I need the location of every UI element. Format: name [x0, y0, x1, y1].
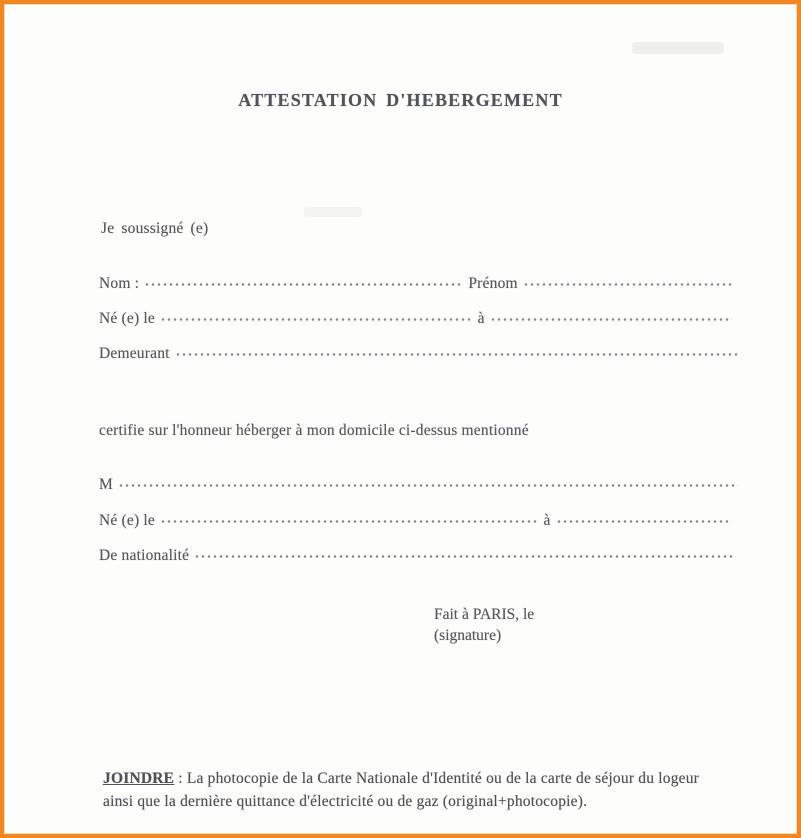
ne-le-label: Né (e) le	[99, 310, 156, 327]
a2-label: à	[543, 512, 551, 529]
ne-le2-label: Né (e) le	[99, 512, 156, 529]
nom-prenom-line	[99, 275, 737, 293]
joindre-text-line2: ainsi que la dernière quittance d'électricité ou de gaz (original+photocopie).	[103, 793, 588, 810]
intro-line: Je soussigné (e)	[101, 220, 209, 237]
document-title: ATTESTATION D'HEBERGEMENT	[238, 90, 563, 110]
address-line	[99, 345, 743, 363]
guest-birthdate-blank-line	[160, 513, 539, 525]
a-label: à	[477, 310, 485, 327]
demeurant-label: Demeurant	[99, 345, 170, 362]
certify-statement: certifie sur l'honneur héberger à mon domicile ci-dessus mentionné	[99, 422, 529, 439]
place-date-line: Fait à PARIS, le	[434, 606, 535, 623]
nationality-line	[99, 547, 741, 565]
signature-line: (signature)	[434, 627, 502, 644]
joindre-text-line1: : La photocopie de la Carte Nationale d'Identité ou de la carte de séjour du logeur	[174, 770, 700, 787]
guest-name-line	[99, 476, 743, 494]
prenom-blank-line	[523, 276, 732, 288]
m-label: M	[99, 476, 113, 493]
guest-birthplace-blank-line	[556, 513, 732, 525]
prenom-label: Prénom	[468, 275, 518, 292]
nom-blank-line	[144, 276, 463, 288]
nationality-blank-line	[194, 548, 736, 560]
nationalite-label: De nationalité	[99, 547, 190, 564]
attachments-note	[103, 767, 728, 813]
scan-artifact	[632, 42, 724, 54]
closing-block	[434, 604, 534, 646]
nom-label: Nom :	[99, 275, 140, 292]
birth-line-guest	[99, 512, 737, 530]
scan-artifact	[304, 207, 362, 217]
birth-line-host	[99, 310, 737, 328]
guest-name-blank-line	[118, 477, 738, 489]
birthdate-blank-line	[160, 311, 473, 323]
joindre-label: JOINDRE	[103, 770, 175, 787]
address-blank-line	[175, 346, 738, 358]
birthplace-blank-line	[490, 311, 732, 323]
